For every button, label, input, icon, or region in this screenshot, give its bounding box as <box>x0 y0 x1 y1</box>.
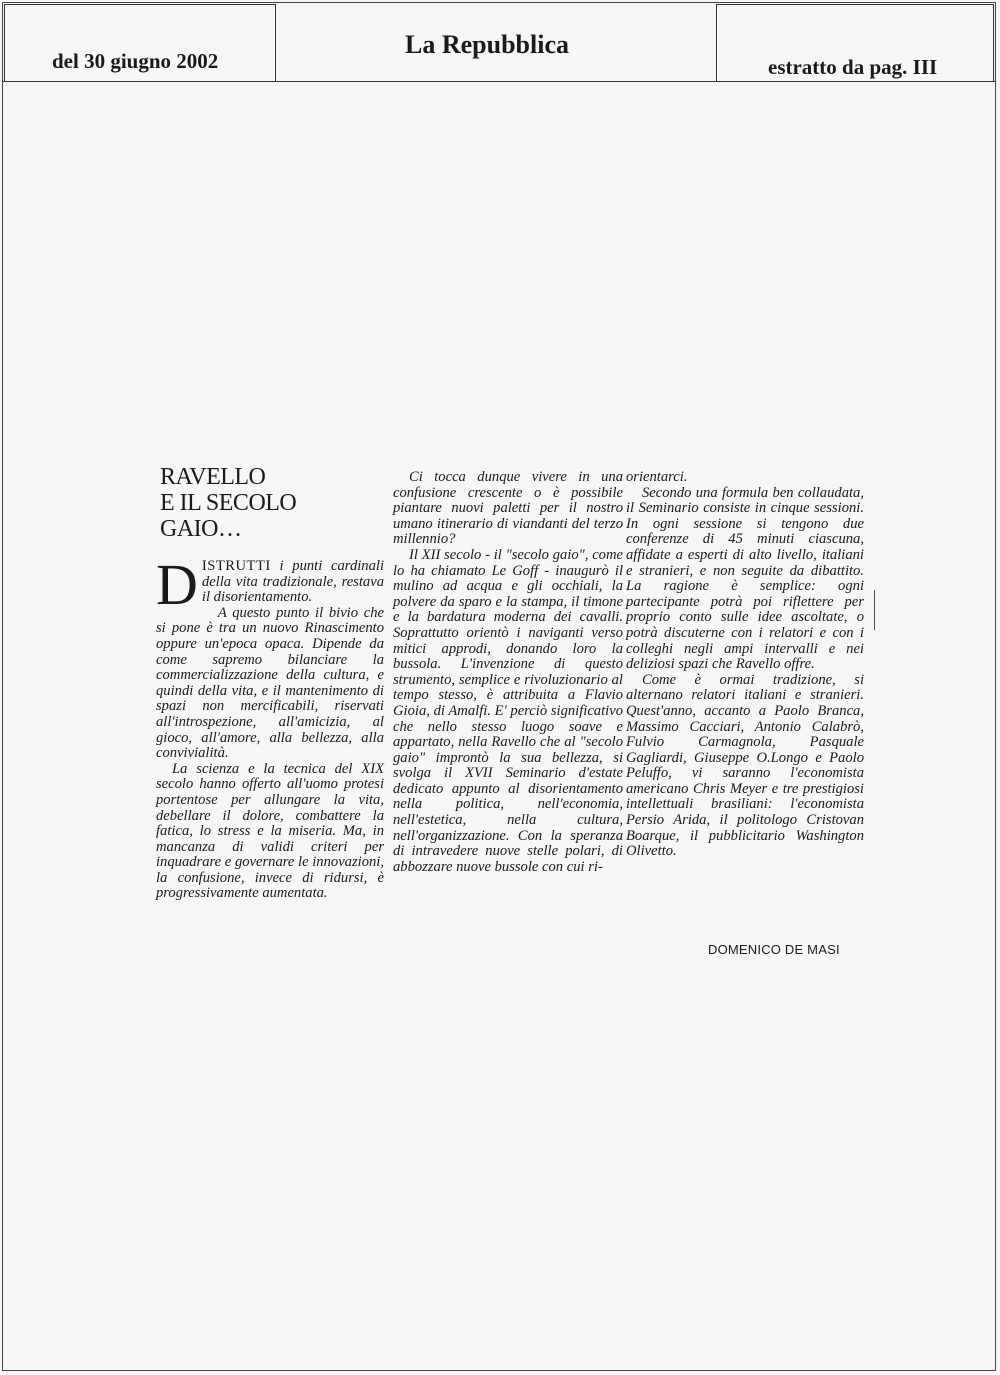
paragraph: La scienza e la tecnica del XIX secolo hanno offerto all'uomo protesi portentose per allungare la vita, debellare il dolore, combattere la fatica, lo stress e la miseria. Ma, in mancanza di validi criteri per inquadrare e governare le innovazioni, la confusione, invece di ridursi, è progressivamente aumentata. <box>156 760 384 902</box>
header-divider <box>2 81 996 82</box>
article-column-3 <box>626 470 864 860</box>
drop-cap: D <box>156 552 198 617</box>
lead-caps: ISTRUTTI <box>201 558 271 574</box>
title-line-1: RAVELLO <box>160 464 266 490</box>
article-column-2 <box>393 470 623 875</box>
author-signature: DOMENICO DE MASI <box>708 942 840 957</box>
title-line-3: GAIO… <box>160 516 242 542</box>
margin-mark <box>874 590 875 630</box>
article-title <box>160 464 296 542</box>
paragraph: orientarci. <box>626 469 688 485</box>
paragraph: Secondo una formula ben collaudata, il Seminario consiste in cinque sessioni. In ogni sessione si tengono due conferenze di 45 minuti ciascuna, affidate a esperti di alto livello, italiani e stranieri, e non seguite da dibattito. La ragione è semplice: ogni partecipante potrà poi riflettere per proprio conto sulle idee ascoltate, o potrà discuterne con i relatori e con i colleghi negli ampi intervalli e nei deliziosi spazi che Ravello offre. <box>626 484 864 673</box>
paragraph: Il XII secolo - il "secolo gaio", come lo ha chiamato Le Goff - inaugurò il mulino ad acqua e gli occhiali, la polvere da sparo e la stampa, il timone e la bardatura moderna dei cavalli. Soprattutto orientò i naviganti verso mitici approdi, donando loro la bussola. L'invenzione di questo strumento, semplice e rivoluzionario al tempo stesso, è attribuita a Flavio Gioia, di Amalfi. E' perciò significativo che nello stesso luogo soave e appartato, nella Ravello che al "secolo gaio" improntò la sua bellezza, si svolga il XVII Seminario d'estate dedicato appunto al disorientamento nella politica, nell'economia, nell'estetica, nella cultura, nell'organizzazione. Con la speranza di intravedere nuove stelle polari, di abbozzare nuove bussole con cui ri- <box>393 546 623 875</box>
publication-date: del 30 giugno 2002 <box>52 49 219 73</box>
paragraph: Come è ormai tradizione, si alternano relatori italiani e stranieri. Quest'anno, accanto a Paolo Branca, Massimo Cacciari, Antonio Calabrò, Fulvio Carmagnola, Pasquale Gagliardi, Giuseppe O.Longo e Paolo Peluffo, vi saranno l'economista americano Chris Meyer e tre prestigiosi intellettuali brasiliani: l'economista Persio Arida, il politologo Cristovan Boarque, il pubblicitario Washington Olivetto. <box>626 671 864 860</box>
title-line-2: E IL SECOLO <box>160 490 297 516</box>
paragraph: Ci tocca dunque vivere in una confusione crescente o è possibile piantare nuovi paletti per il nostro umano itinerario di viandanti del terzo millennio? <box>393 469 623 548</box>
newspaper-name: La Repubblica <box>405 30 569 59</box>
paragraph: A questo punto il bivio che si pone è tra un nuovo Rinascimento oppure un'epoca opaca. Dipende da come sapremo bilanciare la commercializzazione della cultura, e quindi della vita, e il mantenimento di spazi non mercificabili, riservati all'introspezione, all'amicizia, al gioco, all'amore, alla bellezza, alla convivialità. <box>156 604 384 762</box>
paragraph <box>156 552 384 617</box>
article-column-1 <box>156 552 384 902</box>
paragraph-text: i punti cardinali della vita tradizionale, restava il disorientamento. <box>201 558 384 606</box>
page-reference: estratto da pag. III <box>768 55 938 79</box>
